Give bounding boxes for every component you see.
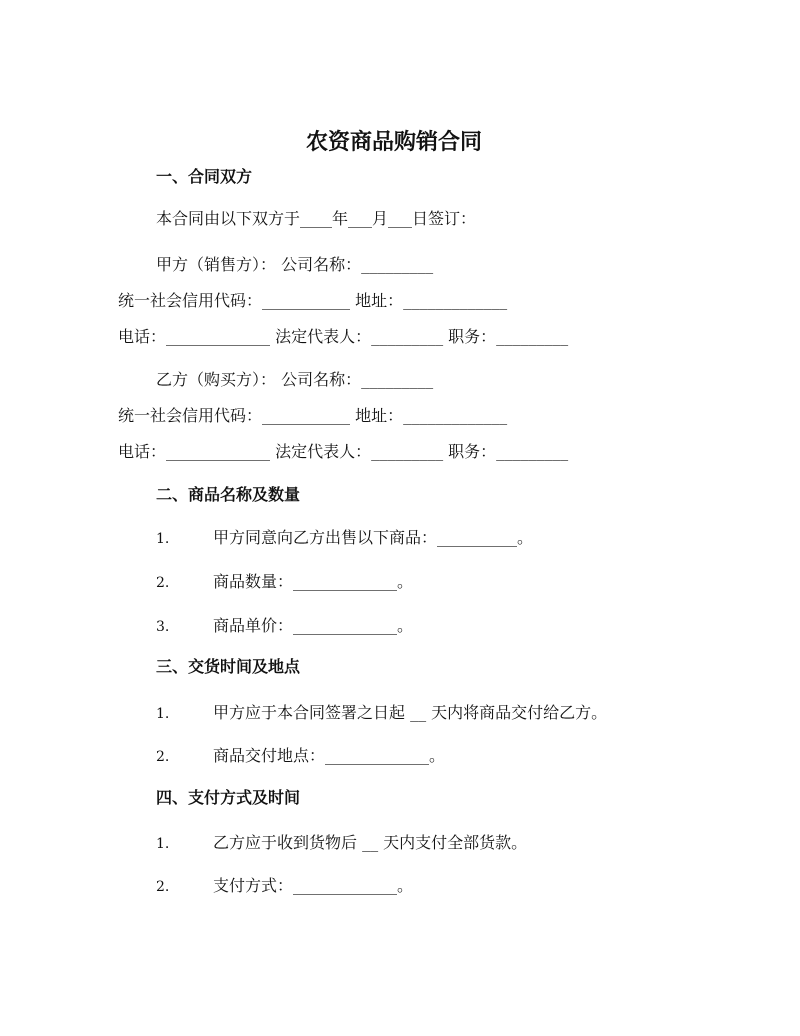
party-b-code-address-line: 统一社会信用代码：___________ 地址：_____________ — [118, 406, 508, 425]
section-heading-delivery: 三、交货时间及地点 — [156, 657, 301, 676]
section-heading-goods: 二、商品名称及数量 — [156, 485, 301, 504]
section-heading-parties: 一、合同双方 — [156, 167, 253, 186]
list-item-text: 商品数量：_____________。 — [213, 572, 414, 591]
document-title: 农资商品购销合同 — [306, 129, 483, 155]
list-item-number: 2. — [156, 879, 170, 895]
list-item-number: 1. — [156, 531, 170, 547]
list-item-text: 商品交付地点：_____________。 — [213, 746, 446, 765]
list-item-text: 甲方同意向乙方出售以下商品：__________。 — [213, 528, 534, 547]
list-item-number: 3. — [156, 619, 170, 635]
list-item-text: 支付方式：_____________。 — [213, 876, 414, 895]
list-item-text: 甲方应于本合同签署之日起 __ 天内将商品交付给乙方。 — [213, 703, 608, 722]
list-item-number: 2. — [156, 749, 170, 765]
party-b-contact-line: 电话：_____________ 法定代表人：_________ 职务：_________ — [118, 442, 569, 461]
list-item-number: 1. — [156, 706, 170, 722]
party-a-name-line: 甲方（销售方）： 公司名称：_________ — [156, 255, 434, 274]
list-item-number: 1. — [156, 836, 170, 852]
section-heading-payment: 四、支付方式及时间 — [156, 788, 301, 807]
party-b-name-line: 乙方（购买方）： 公司名称：_________ — [156, 370, 434, 389]
party-a-code-address-line: 统一社会信用代码：___________ 地址：_____________ — [118, 291, 508, 310]
list-item-text: 乙方应于收到货物后 __ 天内支付全部货款。 — [213, 833, 528, 852]
party-a-contact-line: 电话：_____________ 法定代表人：_________ 职务：_________ — [118, 327, 569, 346]
list-item-number: 2. — [156, 575, 170, 591]
list-item-text: 商品单价：_____________。 — [213, 616, 414, 635]
contract-intro-line: 本合同由以下双方于____年___月___日签订： — [156, 209, 477, 228]
